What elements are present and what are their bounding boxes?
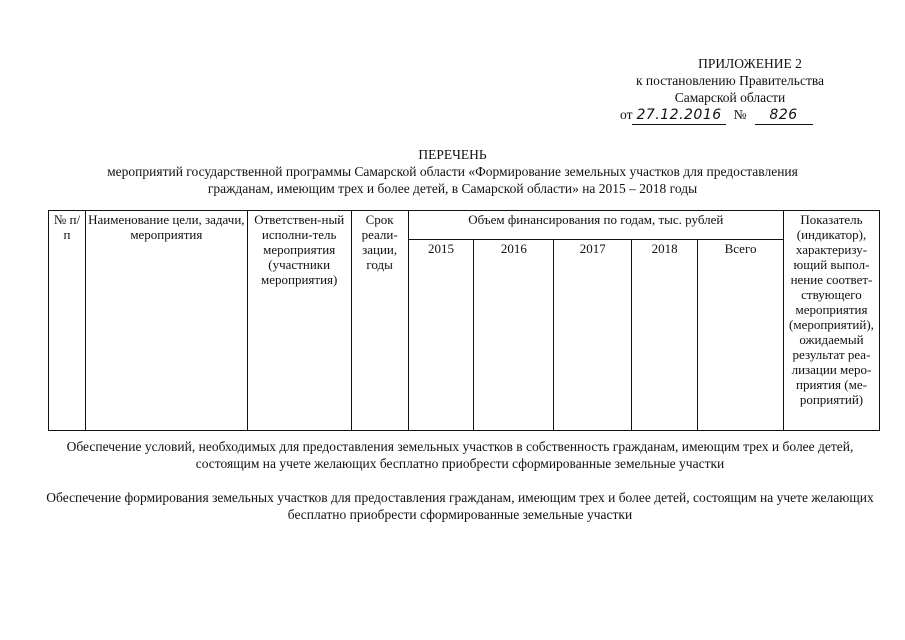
handwritten-number: 826 bbox=[755, 107, 813, 125]
header-financing: Объем финансирования по годам, тыс. рублей bbox=[408, 211, 783, 240]
appendix-date-line bbox=[620, 106, 900, 125]
from-label: от bbox=[620, 107, 633, 122]
appendix-line1: к постановлению Правительства bbox=[635, 73, 825, 88]
appendix-line2: Самарской области bbox=[674, 90, 786, 105]
header-year-2018: 2018 bbox=[632, 240, 698, 431]
header-year-2016: 2016 bbox=[474, 240, 554, 431]
appendix-title: ПРИЛОЖЕНИЕ 2 bbox=[698, 56, 802, 71]
header-number: № п/п bbox=[49, 211, 86, 431]
title-line1: мероприятий государственной программы Самарской области «Формирование земельных участков для предоставления bbox=[107, 164, 798, 179]
handwritten-date: 27.12.2016 bbox=[632, 107, 725, 125]
title-heading: ПЕРЕЧЕНЬ bbox=[418, 147, 487, 162]
header-term: Срок реали-зации, годы bbox=[351, 211, 408, 431]
task-text: Обеспечение формирования земельных участков для предоставления гражданам, имеющим трех и более детей, состоящим на учете желающих бесплатно приобрести сформированные земельные участки bbox=[46, 490, 874, 522]
header-total: Всего bbox=[698, 240, 784, 431]
appendix-header bbox=[560, 55, 900, 125]
header-executor: Ответствен-ный исполни-тель мероприятия (участники мероприятия) bbox=[247, 211, 351, 431]
measures-table bbox=[48, 210, 880, 431]
number-label: № bbox=[733, 107, 747, 122]
document-title bbox=[0, 146, 905, 197]
header-year-2015: 2015 bbox=[408, 240, 474, 431]
header-year-2017: 2017 bbox=[554, 240, 632, 431]
goal-text: Обеспечение условий, необходимых для предоставления земельных участков в собственность гражданам, имеющим трех и более детей, состоящим на учете желающих бесплатно приобрести сформированные земельные участки bbox=[66, 439, 854, 471]
header-name: Наименование цели, задачи, мероприятия bbox=[85, 211, 247, 431]
title-line2: гражданам, имеющим трех и более детей, в Самарской области» на 2015 – 2018 годы bbox=[207, 181, 698, 196]
header-indicator: Показатель (индикатор), характеризу-ющий выпол-нение соответ-ствующего мероприятия (мероприятий), ожидаемый результат реа-лизации меро-приятия (ме-роприятий) bbox=[783, 211, 879, 431]
